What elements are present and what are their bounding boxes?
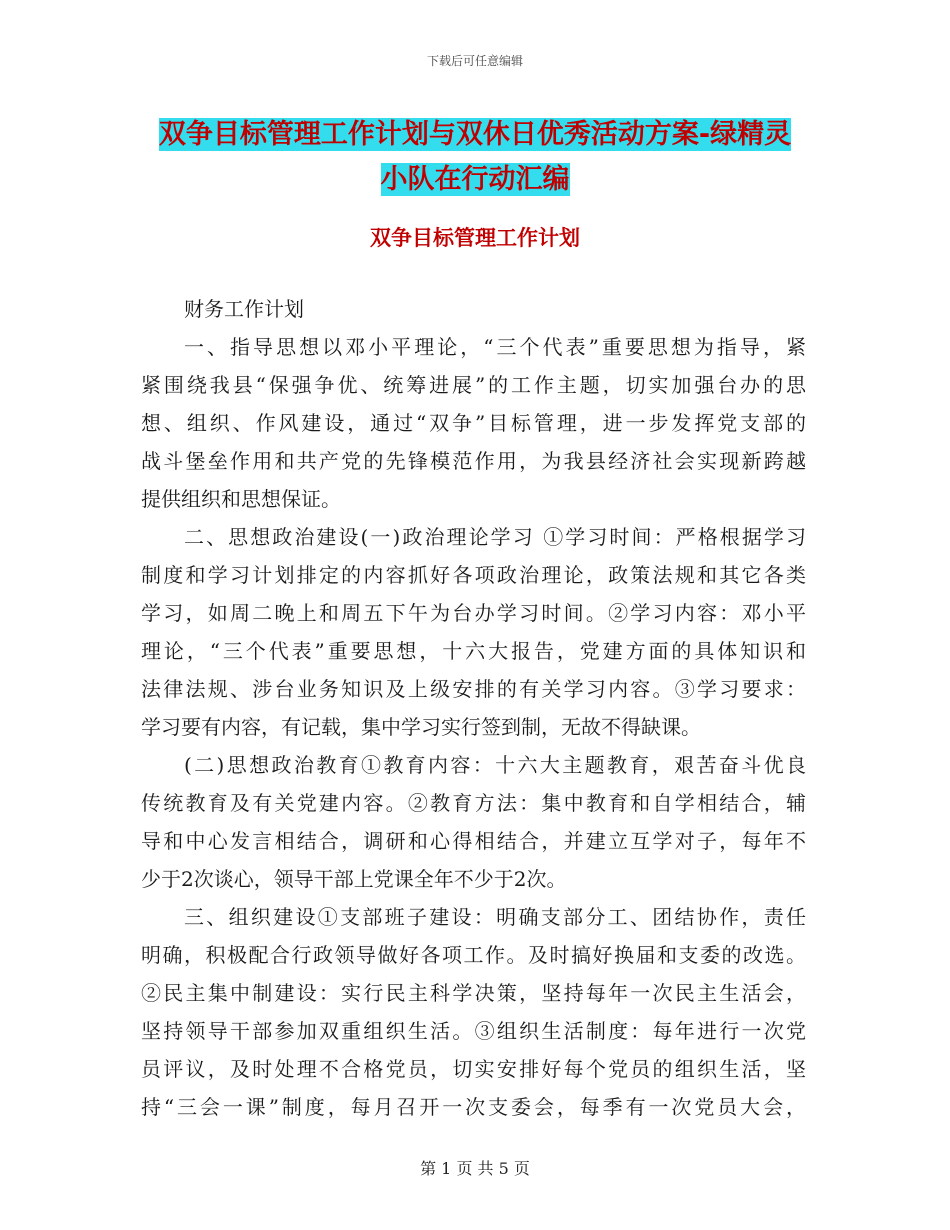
body-line: 明确，积极配合行政领导做好各项工作。及时搞好换届和支委的改选。: [141, 943, 806, 967]
document-title-text-2: 小队在行动汇编: [380, 164, 570, 195]
body-line: 法律法规、涉台业务知识及上级安排的有关学习内容。③学习要求：: [141, 677, 806, 701]
header-note: 下载后可任意编辑: [426, 54, 523, 68]
body-line: 二、思想政治建设(一)政治理论学习 ①学习时间：严格根据学习: [184, 525, 806, 549]
body-line: 财务工作计划: [184, 297, 304, 321]
body-line: ②民主集中制建设：实行民主科学决策，坚持每年一次民主生活会，: [141, 981, 806, 1005]
body-line: 紧围绕我县“保强争优、统筹进展”的工作主题，切实加强台办的思: [141, 373, 806, 397]
body-line: 持“三会一课”制度，每月召开一次支委会，每季有一次党员大会，: [141, 1095, 806, 1119]
document-title-line-1: [0, 112, 950, 151]
body-line: 提供组织和思想保证。: [141, 487, 341, 511]
body-text: [141, 290, 806, 1126]
body-line: 导和中心发言相结合，调研和心得相结合，并建立互学对子，每年不: [141, 829, 806, 853]
document-title-line-2: [0, 157, 950, 196]
body-line: 员评议，及时处理不合格党员，切实安排好每个党员的组织生活，坚: [141, 1057, 806, 1081]
page-footer: 第 1 页 共 5 页: [420, 1159, 530, 1178]
body-line: 想、组织、作风建设，通过“双争”目标管理，进一步发挥党支部的: [141, 411, 806, 435]
document-title-text-1: 双争目标管理工作计划与双休日优秀活动方案-绿精灵: [158, 119, 792, 150]
body-line: 传统教育及有关党建内容。②教育方法：集中教育和自学相结合，辅: [141, 791, 806, 815]
body-line: 三、组织建设①支部班子建设：明确支部分工、团结协作，责任: [184, 905, 806, 929]
body-line: 制度和学习计划排定的内容抓好各项政治理论，政策法规和其它各类: [141, 563, 806, 587]
body-line: 学习，如周二晚上和周五下午为台办学习时间。②学习内容：邓小平: [141, 601, 806, 625]
body-line: (二)思想政治教育①教育内容：十六大主题教育，艰苦奋斗优良: [184, 753, 806, 777]
body-line: 一、指导思想以邓小平理论，“三个代表”重要思想为指导，紧: [184, 335, 806, 359]
body-line: 学习要有内容，有记载，集中学习实行签到制，无故不得缺课。: [141, 715, 701, 739]
body-line: 少于2次谈心，领导干部上党课全年不少于2次。: [141, 867, 567, 891]
section-title: 双争目标管理工作计划: [370, 226, 580, 250]
body-line: 战斗堡垒作用和共产党的先锋模范作用，为我县经济社会实现新跨越: [141, 449, 806, 473]
body-line: 坚持领导干部参加双重组织生活。③组织生活制度：每年进行一次党: [141, 1019, 806, 1043]
body-line: 理论，“三个代表”重要思想，十六大报告，党建方面的具体知识和: [141, 639, 806, 663]
